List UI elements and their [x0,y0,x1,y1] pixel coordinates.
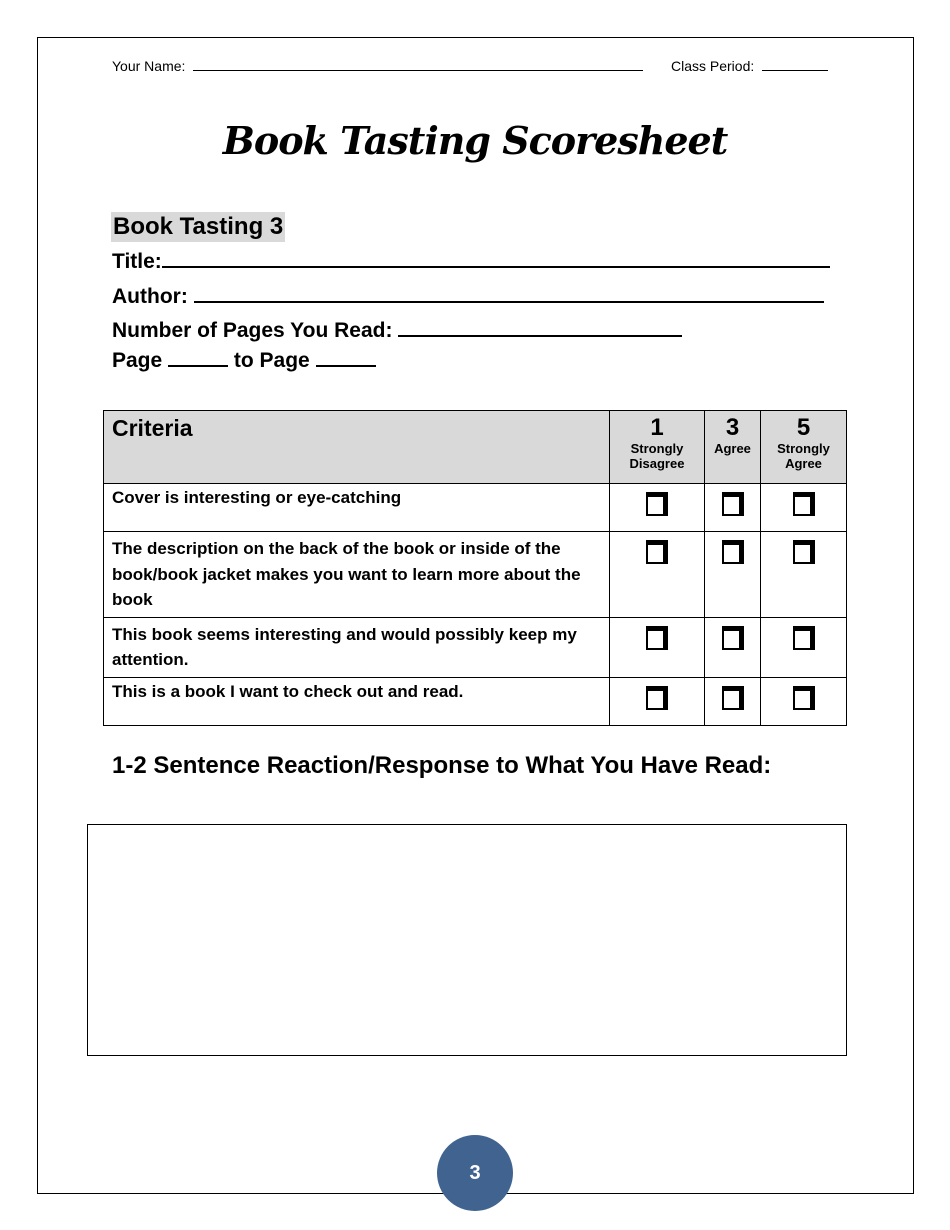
name-line[interactable] [193,58,643,71]
criteria-text: This is a book I want to check out and read. [104,677,610,725]
to-page-label: to Page [233,349,310,372]
scale-5-header: 5 Strongly Agree [761,411,847,484]
checkbox-icon[interactable] [793,540,815,564]
checkbox-icon[interactable] [722,626,744,650]
checkbox-icon[interactable] [646,492,668,516]
pages-field[interactable] [112,319,682,343]
name-field[interactable] [112,58,643,74]
checkbox-icon[interactable] [793,686,815,710]
table-row [104,617,847,677]
criteria-text: Cover is interesting or eye-catching [104,484,610,532]
checkbox-icon[interactable] [646,686,668,710]
criteria-text: This book seems interesting and would possibly keep my attention. [104,617,610,677]
scale-3-header: 3 Agree [705,411,761,484]
table-row [104,677,847,725]
checkbox-icon[interactable] [793,492,815,516]
title-label: Title: [112,250,162,273]
checkbox-icon[interactable] [722,492,744,516]
criteria-header: Criteria [104,411,610,484]
page-range-field[interactable] [112,349,376,373]
page-title: Book Tasting Scoresheet [222,118,728,163]
title-line[interactable] [162,250,830,268]
criteria-text: The description on the back of the book or inside of the book/book jacket makes you want to learn more about the book [104,532,610,618]
checkbox-icon[interactable] [646,626,668,650]
page-number-badge: 3 [437,1135,513,1211]
criteria-table [103,410,847,726]
reaction-response-box[interactable] [87,824,847,1056]
page-to-line[interactable] [316,349,376,367]
period-label: Class Period: [671,58,755,74]
reaction-heading: 1-2 Sentence Reaction/Response to What You Have Read: [112,752,772,779]
pages-line[interactable] [398,319,682,337]
author-line[interactable] [194,285,824,303]
section-heading: Book Tasting 3 [113,213,284,240]
title-field[interactable] [112,250,830,274]
table-row [104,484,847,532]
period-field[interactable] [671,58,828,74]
page-from-line[interactable] [168,349,228,367]
checkbox-icon[interactable] [646,540,668,564]
checkbox-icon[interactable] [722,686,744,710]
table-row [104,532,847,618]
pages-label: Number of Pages You Read: [112,319,393,342]
name-label: Your Name: [112,58,186,74]
scale-1-header: 1 Strongly Disagree [610,411,705,484]
checkbox-icon[interactable] [793,626,815,650]
checkbox-icon[interactable] [722,540,744,564]
period-line[interactable] [762,58,828,71]
author-field[interactable] [112,285,824,309]
page-label: Page [112,349,163,372]
author-label: Author: [112,285,188,308]
